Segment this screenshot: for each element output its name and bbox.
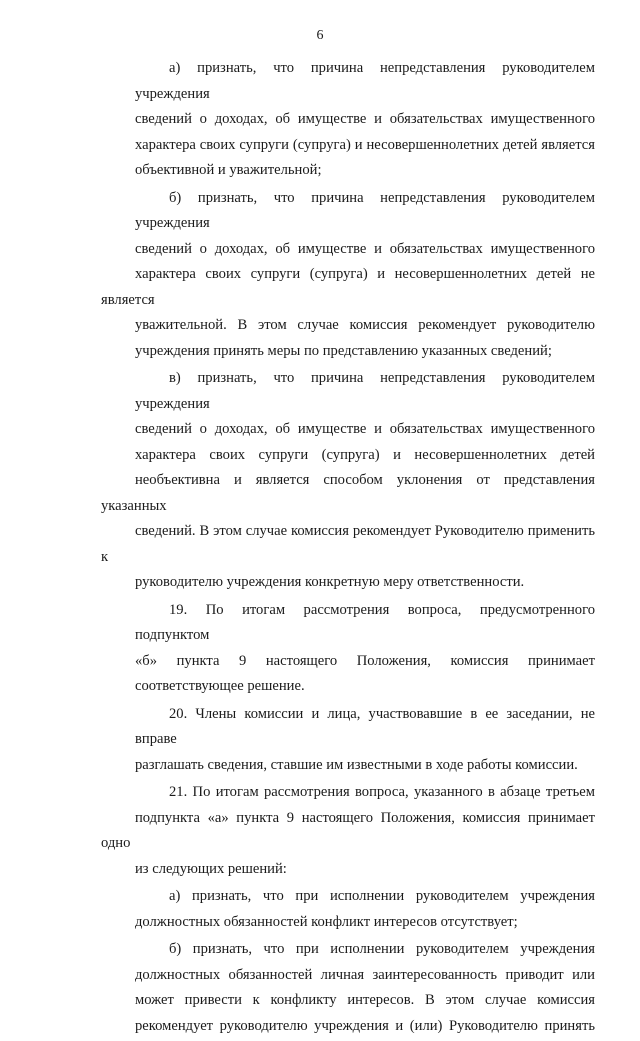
text-line: необъективна и является способом уклонения от представления указанных (101, 472, 595, 514)
text-line: соответствующее решение. (135, 678, 305, 694)
paragraph-decision-b-not-valid (101, 186, 595, 365)
page-number: 6 (316, 28, 324, 43)
document-body (101, 56, 595, 1041)
text-line: разглашать сведения, ставшие им известными в ходе работы комиссии. (135, 756, 578, 773)
text-line: сведений. В этом случае комиссия рекомендует Руководителю применить к (101, 523, 595, 565)
text-line: может привести к конфликту интересов. В этом случае комиссия (135, 992, 595, 1008)
paragraph-conflict-possible (101, 937, 595, 1039)
text-line: а) признать, что причина непредставления руководителем учреждения (135, 60, 595, 102)
text-line: характера своих супруги (супруга) и несовершеннолетних детей (135, 446, 595, 463)
text-line: объективной и уважительной; (135, 162, 322, 178)
text-line: сведений о доходах, об имуществе и обязательствах имущественного (135, 111, 595, 127)
paragraph-conflict-absent (101, 884, 595, 935)
paragraph-decision-v-evasion (101, 366, 595, 596)
text-line: должностных обязанностей личная заинтересованность приводит или (135, 966, 595, 983)
paragraph-clause-21 (101, 780, 595, 882)
text-line: сведений о доходах, об имуществе и обязательствах имущественного (135, 240, 595, 257)
text-line: б) признать, что при исполнении руководителем учреждения (169, 941, 595, 957)
text-line: 20. Члены комиссии и лица, участвовавшие в ее заседании, не вправе (135, 705, 595, 747)
text-line: подпункта «а» пункта 9 настоящего Положения, комиссия принимает одно (101, 809, 595, 851)
paragraph-clause-20 (101, 702, 595, 779)
text-line: б) признать, что причина непредставления руководителем учреждения (135, 189, 595, 231)
text-line: «б» пункта 9 настоящего Положения, комиссия принимает (135, 652, 595, 669)
text-line: 21. По итогам рассмотрения вопроса, указанного в абзаце третьем (169, 784, 595, 800)
text-line: должностных обязанностей конфликт интересов отсутствует; (135, 913, 518, 930)
paragraph-decision-a-objective (101, 56, 595, 184)
text-line: из следующих решений: (135, 860, 287, 877)
text-line: 19. По итогам рассмотрения вопроса, предусмотренного подпунктом (135, 601, 595, 643)
text-line: сведений о доходах, об имуществе и обязательствах имущественного (135, 421, 595, 437)
text-line: характера своих супруги (супруга) и несовершеннолетних детей является (135, 136, 595, 153)
text-line: а) признать, что при исполнении руководителем учреждения (169, 888, 595, 904)
text-line: характера своих супруги (супруга) и несовершеннолетних детей не является (101, 266, 595, 308)
text-line: уважительной. В этом случае комиссия рекомендует руководителю (135, 317, 595, 333)
text-line: учреждения принять меры по представлению указанных сведений; (135, 342, 552, 359)
text-line: рекомендует руководителю учреждения и (или) Руководителю принять (135, 1017, 595, 1034)
text-line: руководителю учреждения конкретную меру ответственности. (135, 574, 525, 590)
paragraph-clause-19 (101, 598, 595, 700)
text-line: в) признать, что причина непредставления руководителем учреждения (135, 370, 595, 412)
